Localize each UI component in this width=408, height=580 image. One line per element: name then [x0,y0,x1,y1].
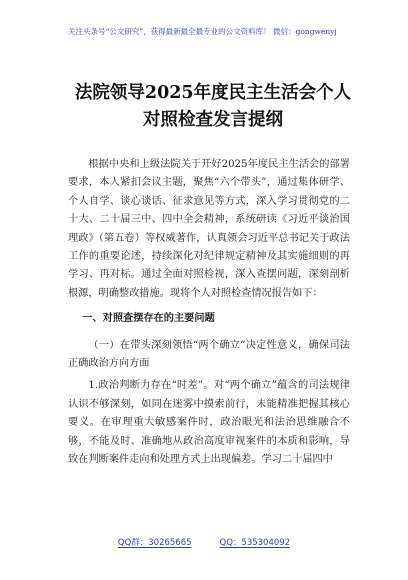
intro-paragraph: 根据中央和上级法院关于开好2025年度民主生活会的部署要求，本人紧扣会议主题，聚焦“六个带头”，通过集体研学、个人自学、谈心谈话、征求意见等方式，深入学习贯彻党的二十大、二十届三中、四中全会精神，系统研读《习近平谈治国理政》（第五卷）等权威著作，认真领会习近平总书记关于政法工作的重要论述，持续深化对纪律规定精神及其实施细则的再学习、再对标。通过全面对照检视，深入查摆问题，深刻剖析根源，明确整改措施。现将个人对照检查情况报告如下： [68,159,350,299]
header-banner[interactable]: 关注头条号“公文研究”，获得最新最全最专业的公文资料库！ 微信：gongwenyj [68,27,337,36]
section-heading: 一、对照查摆存在的主要问题 [82,313,215,325]
point-paragraph: 1.政治判断力存在“时差”。对“两个确立”蕴含的司法规律认识不够深刻，如同在迷雾中摸索前行，未能精准把握其核心要义。在审理重大敏感案件时，政治眼光和法治思维融合不够，不能及时、准确地从政治高度审视案件的本质和影响，导致在判断案件走向和处理方式上出现偏差。学习二十届四中 [68,380,350,466]
footer-qq-group[interactable]: QQ群：30265665 [117,538,192,548]
subsection-heading: （一）在带头深刻领悟“两个确立”决定性意义，确保司法正确政治方向方面 [68,339,350,370]
document-title: 法院领导2025年度民主生活会个人对照检查发言提纲 [74,83,352,130]
footer-qq[interactable]: QQ：535304092 [219,538,291,548]
footer-contacts [0,536,408,548]
document-body [68,156,350,470]
